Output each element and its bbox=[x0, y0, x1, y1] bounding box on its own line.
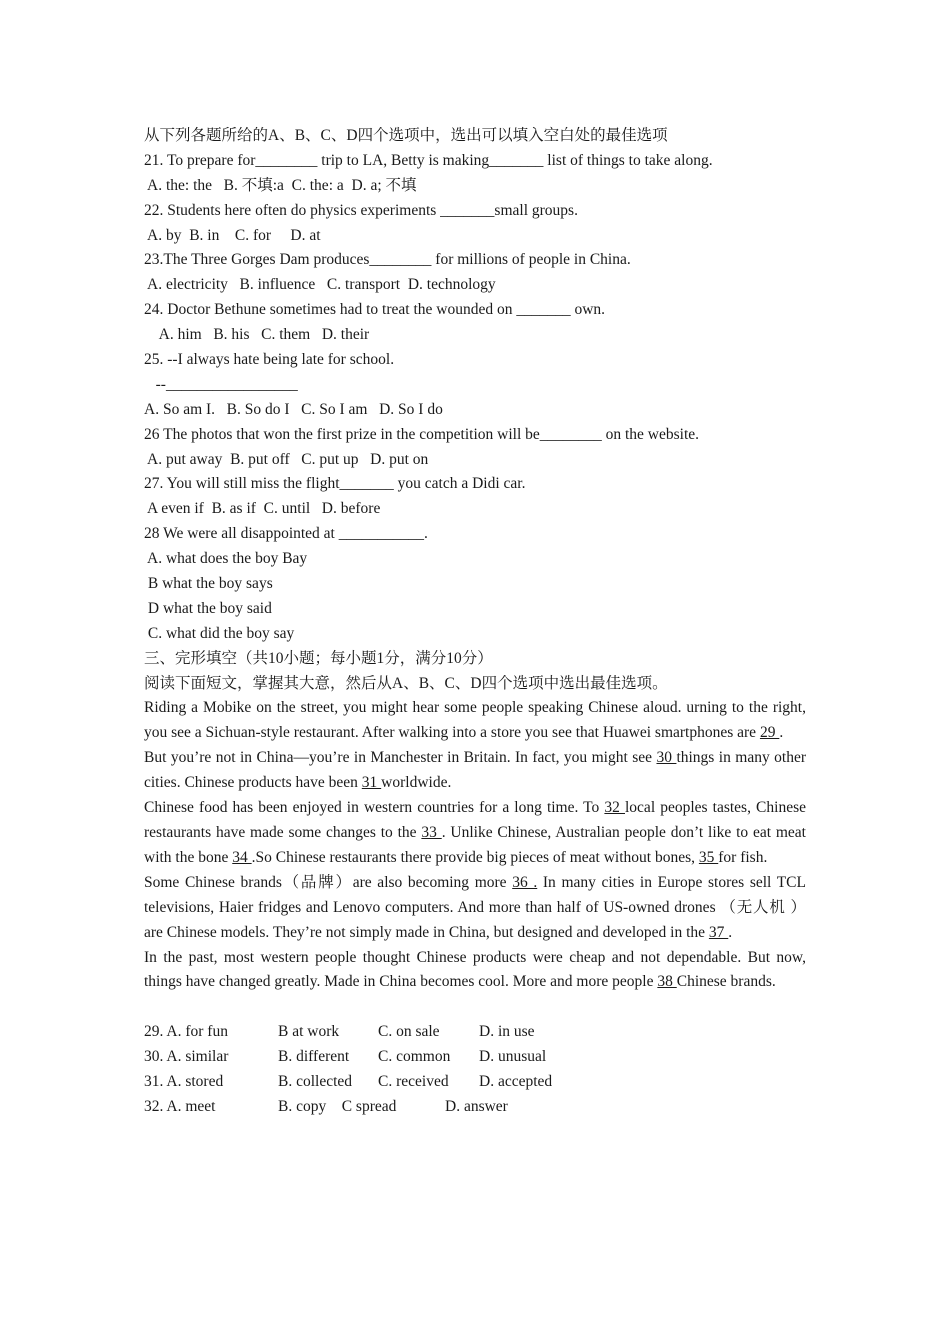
spacer bbox=[144, 995, 806, 1020]
passage-paragraph-2: But you’re not in China—you’re in Manchester in Britain. In fact, you might see 30 things in many other cities. Chinese products have been 31 worldwide. bbox=[144, 749, 807, 792]
answer-option: D. unusual bbox=[479, 1048, 547, 1066]
blank-36: 36 . bbox=[512, 873, 538, 891]
answer-option: B. different bbox=[278, 1048, 350, 1066]
answer-option: B. copy C spread bbox=[278, 1097, 397, 1115]
question-27-options: A even if B. as if C. until D. before bbox=[144, 500, 381, 518]
question-23-options: A. electricity B. influence C. transport D. technology bbox=[144, 276, 496, 294]
answer-option: 29. A. for fun bbox=[144, 1023, 228, 1041]
question-26: 26 The photos that won the first prize in the competition will be________ on the website. bbox=[144, 425, 700, 443]
question-28-option: D what the boy said bbox=[144, 599, 272, 617]
question-26-options: A. put away B. put off C. put up D. put on bbox=[144, 450, 429, 468]
question-22-options: A. by B. in C. for D. at bbox=[144, 226, 321, 244]
question-24: 24. Doctor Bethune sometimes had to treat the wounded on _______ own. bbox=[144, 301, 606, 319]
answer-option: 32. A. meet bbox=[144, 1097, 216, 1115]
blank-38: 38 bbox=[657, 973, 677, 991]
answer-row-32 bbox=[144, 1095, 806, 1120]
section-3-instructions: 阅读下面短文，掌握其大意，然后从A、B、C、D四个选项中选出最佳选项。 bbox=[144, 674, 668, 692]
answer-option: 30. A. similar bbox=[144, 1048, 229, 1066]
answer-option: C. received bbox=[378, 1073, 449, 1091]
question-27: 27. You will still miss the flight_______ you catch a Didi car. bbox=[144, 475, 526, 493]
question-28-option: B what the boy says bbox=[144, 575, 273, 593]
blank-37: 37 bbox=[708, 923, 729, 941]
question-25-response-line: --_________________ bbox=[144, 375, 298, 393]
question-28-option: A. what does the boy Bay bbox=[144, 550, 308, 568]
question-28: 28 We were all disappointed at ___________. bbox=[144, 525, 428, 543]
answer-option: D. in use bbox=[479, 1023, 535, 1041]
passage-paragraph-1: Riding a Mobike on the street, you might hear some people speaking Chinese aloud. urning to the right, you see a Sichuan-style restaurant. After walking into a store you see that Huawei smartphones are 29 . bbox=[144, 699, 806, 742]
question-23: 23.The Three Gorges Dam produces________ for millions of people in China. bbox=[144, 251, 631, 269]
answer-option: C. on sale bbox=[378, 1023, 440, 1041]
question-21-options: A. the: the B. 不填:a C. the: a D. a; 不填 bbox=[144, 176, 417, 194]
passage-paragraph-5: In the past, most western people thought Chinese products were cheap and not dependable. But now, things have changed greatly. Made in China becomes cool. More and more people 38 Chinese brands. bbox=[144, 948, 806, 991]
answer-option: B. collected bbox=[278, 1073, 353, 1091]
blank-35: 35 bbox=[698, 848, 719, 866]
blank-32: 32 bbox=[604, 799, 625, 817]
question-28-option: C. what did the boy say bbox=[144, 624, 295, 642]
exam-page bbox=[144, 124, 806, 1120]
answer-option: B at work bbox=[278, 1023, 340, 1041]
section-3-heading: 三、完形填空（共10小题；每小题1分，满分10分） bbox=[144, 649, 493, 667]
blank-31: 31 bbox=[361, 774, 382, 792]
blank-30: 30 bbox=[656, 749, 677, 767]
answer-option: C. common bbox=[378, 1048, 451, 1066]
answer-option: D. accepted bbox=[479, 1073, 553, 1091]
question-25-options: A. So am I. B. So do I C. So I am D. So I do bbox=[144, 400, 443, 418]
answer-option: 31. A. stored bbox=[144, 1073, 224, 1091]
passage-paragraph-4: Some Chinese brands（品牌）are also becoming more 36 . In many cities in Europe stores sell TCL televisions, Haier fridges and Lenovo computers. And more than half of US-owned drones （无人机 ） are Chinese models. They’re not simply made in China, but designed and developed in the 37 . bbox=[144, 873, 806, 941]
question-21: 21. To prepare for________ trip to LA, Betty is making_______ list of things to take along. bbox=[144, 151, 713, 169]
blank-29: 29 bbox=[759, 724, 780, 742]
blank-34: 34 bbox=[232, 848, 252, 866]
blank-33: 33 bbox=[421, 824, 442, 842]
question-25: 25. --I always hate being late for school. bbox=[144, 351, 395, 369]
answer-row-31 bbox=[144, 1070, 806, 1095]
passage-paragraph-3: Chinese food has been enjoyed in western countries for a long time. To 32 local peoples tastes, Chinese restaurants have made some changes to the 33 . Unlike Chinese, Australian people don’t like to eat meat with the bone 34 .So Chinese restaurants there provide big pieces of meat without bones, 35 for fish. bbox=[144, 799, 806, 866]
answer-row-30 bbox=[144, 1045, 806, 1070]
section-instructions: 从下列各题所给的A、B、C、D四个选项中，选出可以填入空白处的最佳选项 bbox=[144, 127, 668, 144]
question-24-options: A. him B. his C. them D. their bbox=[144, 326, 370, 344]
question-22: 22. Students here often do physics experiments _______small groups. bbox=[144, 201, 578, 219]
answer-row-29 bbox=[144, 1020, 806, 1045]
answer-option: D. answer bbox=[445, 1097, 508, 1115]
